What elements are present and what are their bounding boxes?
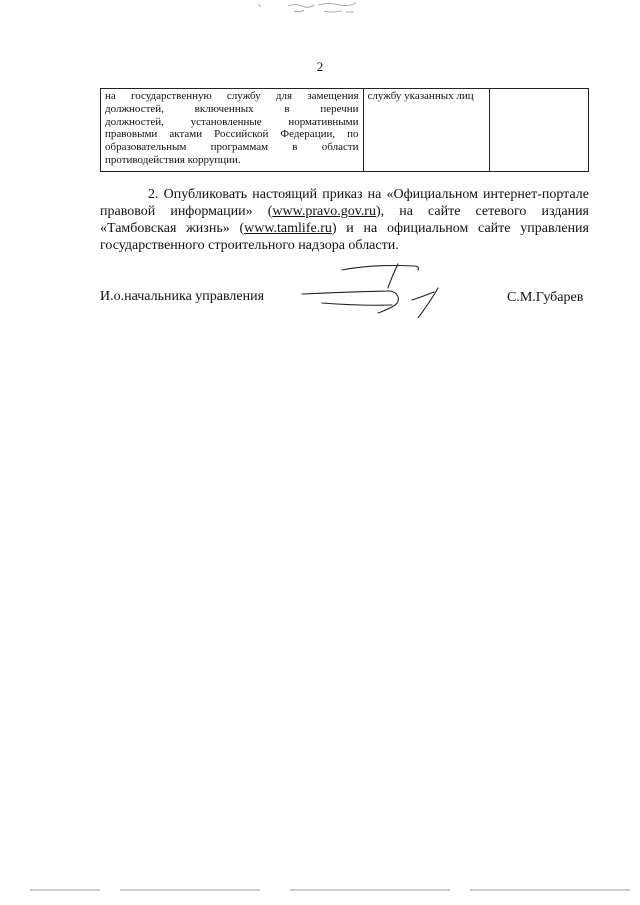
scan-bottom-line	[30, 887, 630, 893]
signatory-title: И.о.начальника управления	[100, 289, 265, 304]
cell-line: правовыми актами Российской Федерации, по	[105, 128, 359, 141]
cell-line: должностей, установленные нормативными	[105, 115, 359, 128]
cell-line: должностей, включенных в перечни	[105, 102, 359, 115]
cell-line: образовательным программам в области	[105, 141, 359, 154]
table-cell-subject: службу указанных лиц	[363, 89, 489, 172]
handwritten-signature	[300, 258, 460, 318]
table-cell-measure	[101, 89, 364, 172]
scan-artifact-marks	[240, 0, 380, 22]
table-row	[101, 89, 589, 172]
link-pravo[interactable]: www.pravo.gov.ru	[272, 204, 376, 219]
paragraph-text: ), на сайте сетевого издания «Тамбовская жизнь» (	[100, 204, 589, 236]
cell-line: на государственную службу для замещения	[105, 90, 359, 102]
signatory-name: С.М.Губарев	[507, 290, 584, 305]
link-tamlife[interactable]: www.tamlife.ru	[244, 221, 332, 236]
measures-table	[100, 88, 589, 172]
publication-paragraph	[100, 186, 589, 254]
table-cell-empty	[489, 89, 588, 172]
cell-line: противодействия коррупции.	[105, 153, 241, 166]
paragraph-text: ) и на официальном сайте управления государственного строительного надзора области.	[100, 221, 589, 253]
paragraph-text: 2. Опубликовать настоящий приказ на «Официальном интернет-портале правовой информации» (	[100, 187, 589, 219]
page-number: 2	[316, 59, 324, 74]
